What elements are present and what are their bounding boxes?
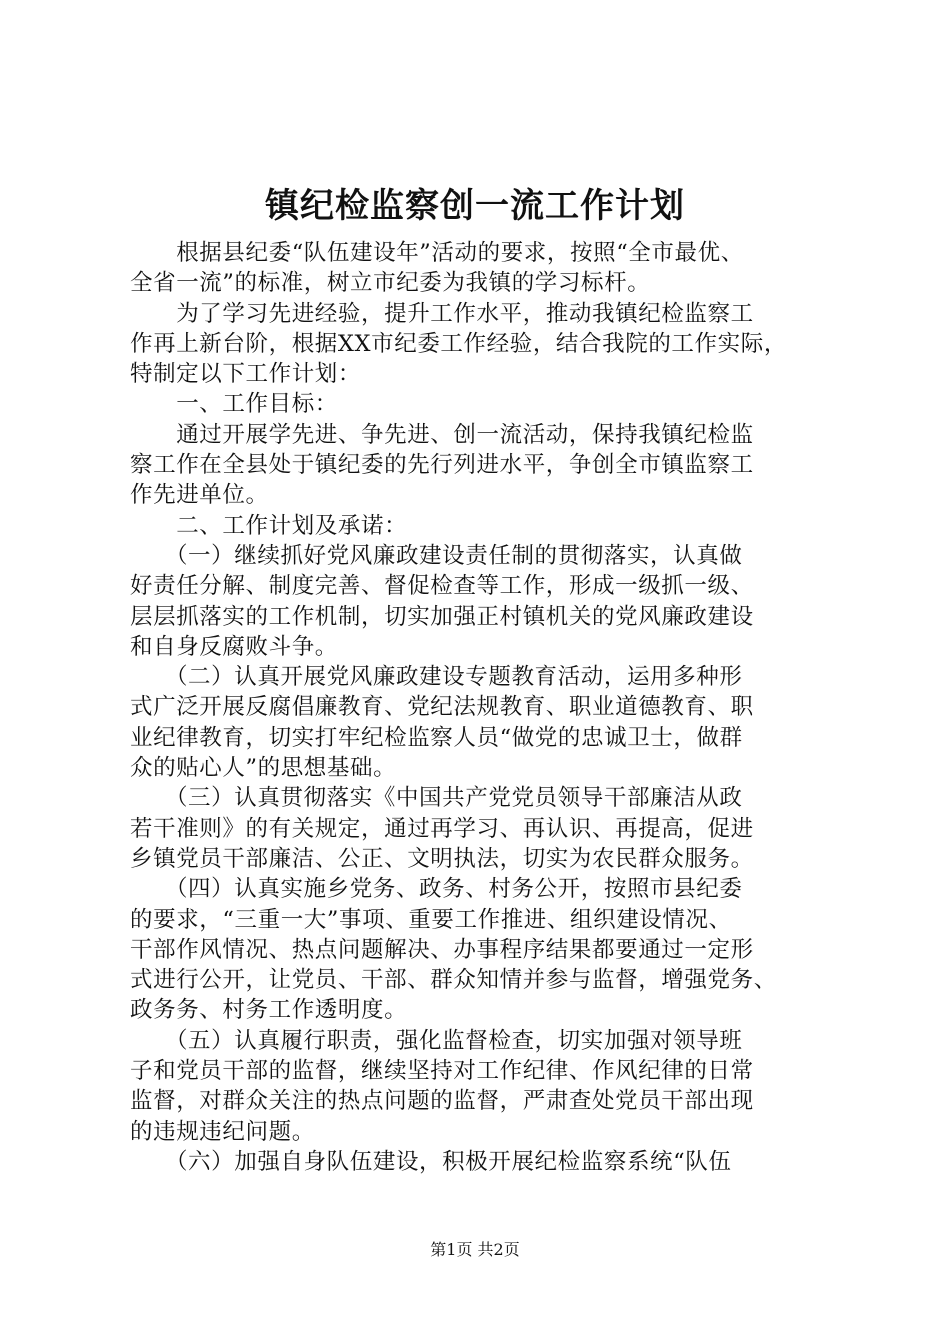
section-heading: 一、工作目标： bbox=[130, 391, 338, 418]
text-line: 为了学习先进经验，提升工作水平，推动我镇纪检监察工 bbox=[130, 300, 754, 327]
text-line: 若干准则》的有关规定，通过再学习、再认识、再提高，促进 bbox=[130, 815, 754, 842]
text-line: 众的贴心人”的思想基础。 bbox=[130, 755, 397, 782]
text-line: （一）继续抓好党风廉政建设责任制的贯彻落实，认真做 bbox=[130, 542, 743, 569]
text-line: 通过开展学先进、争先进、创一流活动，保持我镇纪检监 bbox=[130, 421, 754, 448]
text-line: 式广泛开展反腐倡廉教育、党纪法规教育、职业道德教育、职 bbox=[130, 694, 754, 721]
text-line: 子和党员干部的监督，继续坚持对工作纪律、作风纪律的日常 bbox=[130, 1058, 754, 1085]
text-line: 作再上新台阶，根据XX市纪委工作经验，结合我院的工作实际， bbox=[130, 330, 787, 357]
text-line: 政务务、村务工作透明度。 bbox=[130, 997, 408, 1024]
text-line: 业纪律教育，切实打牢纪检监察人员“做党的忠诚卫士，做群 bbox=[130, 724, 743, 751]
text-line: 乡镇党员干部廉洁、公正、文明执法，切实为农民群众服务。 bbox=[130, 845, 754, 872]
text-line: 作先进单位。 bbox=[130, 482, 269, 509]
text-line: 干部作风情况、热点问题解决、办事程序结果都要通过一定形 bbox=[130, 936, 754, 963]
text-line: 根据县纪委“队伍建设年”活动的要求，按照“全市最优、 bbox=[130, 240, 744, 266]
page-footer: 第1页 共2页 bbox=[430, 1240, 520, 1259]
text-line: （二）认真开展党风廉政建设专题教育活动，运用多种形 bbox=[130, 664, 743, 691]
text-line: （六）加强自身队伍建设，积极开展纪检监察系统“队伍 bbox=[130, 1148, 732, 1175]
document-body bbox=[130, 238, 830, 1177]
text-line: （五）认真履行职责，强化监督检查，切实加强对领导班 bbox=[130, 1027, 743, 1054]
section-heading: 二、工作计划及承诺： bbox=[130, 512, 408, 539]
text-line: 察工作在全县处于镇纪委的先行列进水平，争创全市镇监察工 bbox=[130, 452, 754, 479]
text-line: （三）认真贯彻落实《中国共产党党员领导干部廉洁从政 bbox=[130, 785, 743, 812]
text-line: 层层抓落实的工作机制，切实加强正村镇机关的党风廉政建设 bbox=[130, 603, 754, 630]
document-title: 镇纪检监察创一流工作计划 bbox=[265, 186, 685, 226]
text-line: 全省一流”的标准，树立市纪委为我镇的学习标杆。 bbox=[130, 270, 651, 297]
text-line: 和自身反腐败斗争。 bbox=[130, 633, 338, 660]
text-line: 监督，对群众关注的热点问题的监督，严肃查处党员干部出现 bbox=[130, 1088, 754, 1115]
text-line: （四）认真实施乡党务、政务、村务公开，按照市县纪委 bbox=[130, 876, 743, 903]
text-line: 式进行公开，让党员、干部、群众知情并参与监督，增强党务、 bbox=[130, 967, 777, 994]
text-line: 特制定以下工作计划： bbox=[130, 361, 362, 388]
text-line: 的要求，“三重一大”事项、重要工作推进、组织建设情况、 bbox=[130, 906, 732, 933]
text-line: 的违规违纪问题。 bbox=[130, 1118, 315, 1145]
text-line: 好责任分解、制度完善、督促检查等工作，形成一级抓一级、 bbox=[130, 573, 754, 600]
